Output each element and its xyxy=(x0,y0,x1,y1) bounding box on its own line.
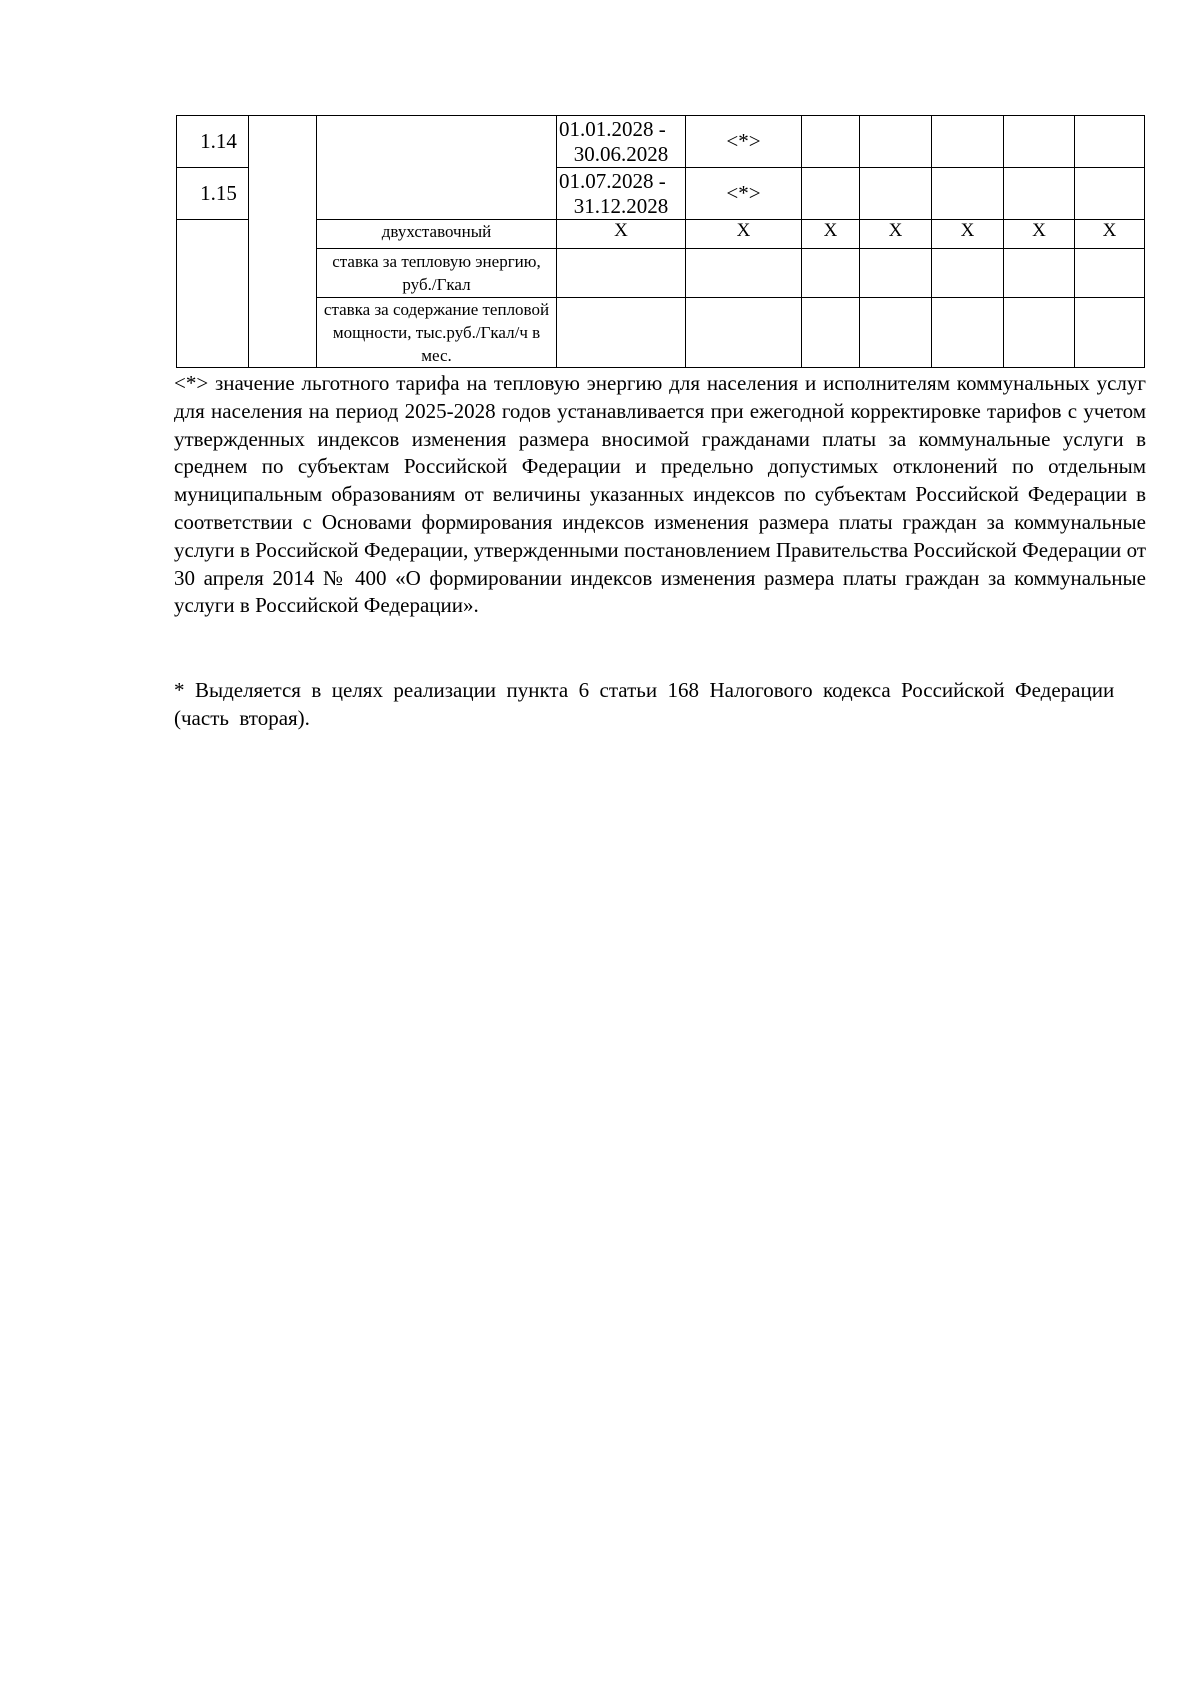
empty-cell xyxy=(1004,298,1075,368)
x-mark-cell: Х xyxy=(1004,220,1075,249)
empty-cell xyxy=(686,298,802,368)
empty-cell xyxy=(1004,249,1075,298)
x-mark-cell: Х xyxy=(1075,220,1145,249)
row-number-cell: 1.15 xyxy=(177,168,249,220)
table-row xyxy=(177,298,1145,368)
empty-merged-cell xyxy=(177,220,249,368)
empty-cell xyxy=(932,298,1004,368)
empty-cell xyxy=(1075,298,1145,368)
table-row xyxy=(177,249,1145,298)
empty-cell xyxy=(1075,249,1145,298)
tariff-mark-cell: <*> xyxy=(686,116,802,168)
period-from: 01.01.2028 - xyxy=(559,116,666,141)
empty-cell xyxy=(802,116,860,168)
table-row xyxy=(177,220,1145,249)
tariff-mark-cell: <*> xyxy=(686,168,802,220)
period-to: 31.12.2028 xyxy=(573,193,669,218)
x-mark-cell: Х xyxy=(860,220,932,249)
empty-cell xyxy=(860,298,932,368)
tariff-table xyxy=(176,115,1145,368)
empty-cell xyxy=(1075,116,1145,168)
x-mark-cell: Х xyxy=(932,220,1004,249)
empty-cell xyxy=(802,168,860,220)
x-mark-cell: Х xyxy=(802,220,860,249)
empty-cell xyxy=(860,249,932,298)
x-mark-cell: Х xyxy=(686,220,802,249)
period-cell xyxy=(557,116,686,168)
empty-cell xyxy=(932,116,1004,168)
heat-energy-rate-label: ставка за тепловую энергию, руб./Гкал xyxy=(317,249,557,298)
empty-cell xyxy=(557,249,686,298)
empty-cell xyxy=(860,168,932,220)
empty-merged-cell xyxy=(249,116,317,368)
period-cell xyxy=(557,168,686,220)
capacity-rate-label: ставка за содержание тепловой мощности, тыс.руб./Гкал/ч в мес. xyxy=(317,298,557,368)
empty-cell xyxy=(932,168,1004,220)
empty-cell xyxy=(686,249,802,298)
x-mark-cell: Х xyxy=(557,220,686,249)
row-number-cell: 1.14 xyxy=(177,116,249,168)
empty-cell xyxy=(1004,168,1075,220)
empty-cell xyxy=(1075,168,1145,220)
empty-cell xyxy=(932,249,1004,298)
empty-cell xyxy=(1004,116,1075,168)
table-row xyxy=(177,116,1145,168)
tax-code-footnote: * Выделяется в целях реализации пункта 6 статьи 168 Налогового кодекса Российской Федерации (часть вторая). xyxy=(174,678,1115,730)
empty-cell xyxy=(557,298,686,368)
empty-cell xyxy=(860,116,932,168)
empty-cell xyxy=(802,298,860,368)
tariff-footnote: <*> значение льготного тарифа на тепловую энергию для населения и исполнителям коммунальных услуг для населения на период 2025-2028 годов устанавливается при ежегодной корректировке тарифов с учетом утвержденных индексов изменения размера вносимой гражданами платы за коммунальные услуги в среднем по субъектам Российской Федерации и предельно допустимых отклонений по отдельным муниципальным образованиям от величины указанных индексов по субъектам Российской Федерации в соответствии с Основами формирования индексов изменения размера платы граждан за коммунальные услуги в Российской Федерации, утвержденными постановлением Правительства Российской Федерации от 30 апреля 2014 № 400 «О формировании индексов изменения размера платы граждан за коммунальные услуги в Российской Федерации». xyxy=(174,371,1146,618)
empty-cell xyxy=(802,249,860,298)
empty-merged-cell xyxy=(317,116,557,220)
two-part-tariff-label: двухставочный xyxy=(317,220,557,249)
period-from: 01.07.2028 - xyxy=(559,168,666,193)
period-to: 30.06.2028 xyxy=(573,141,669,166)
